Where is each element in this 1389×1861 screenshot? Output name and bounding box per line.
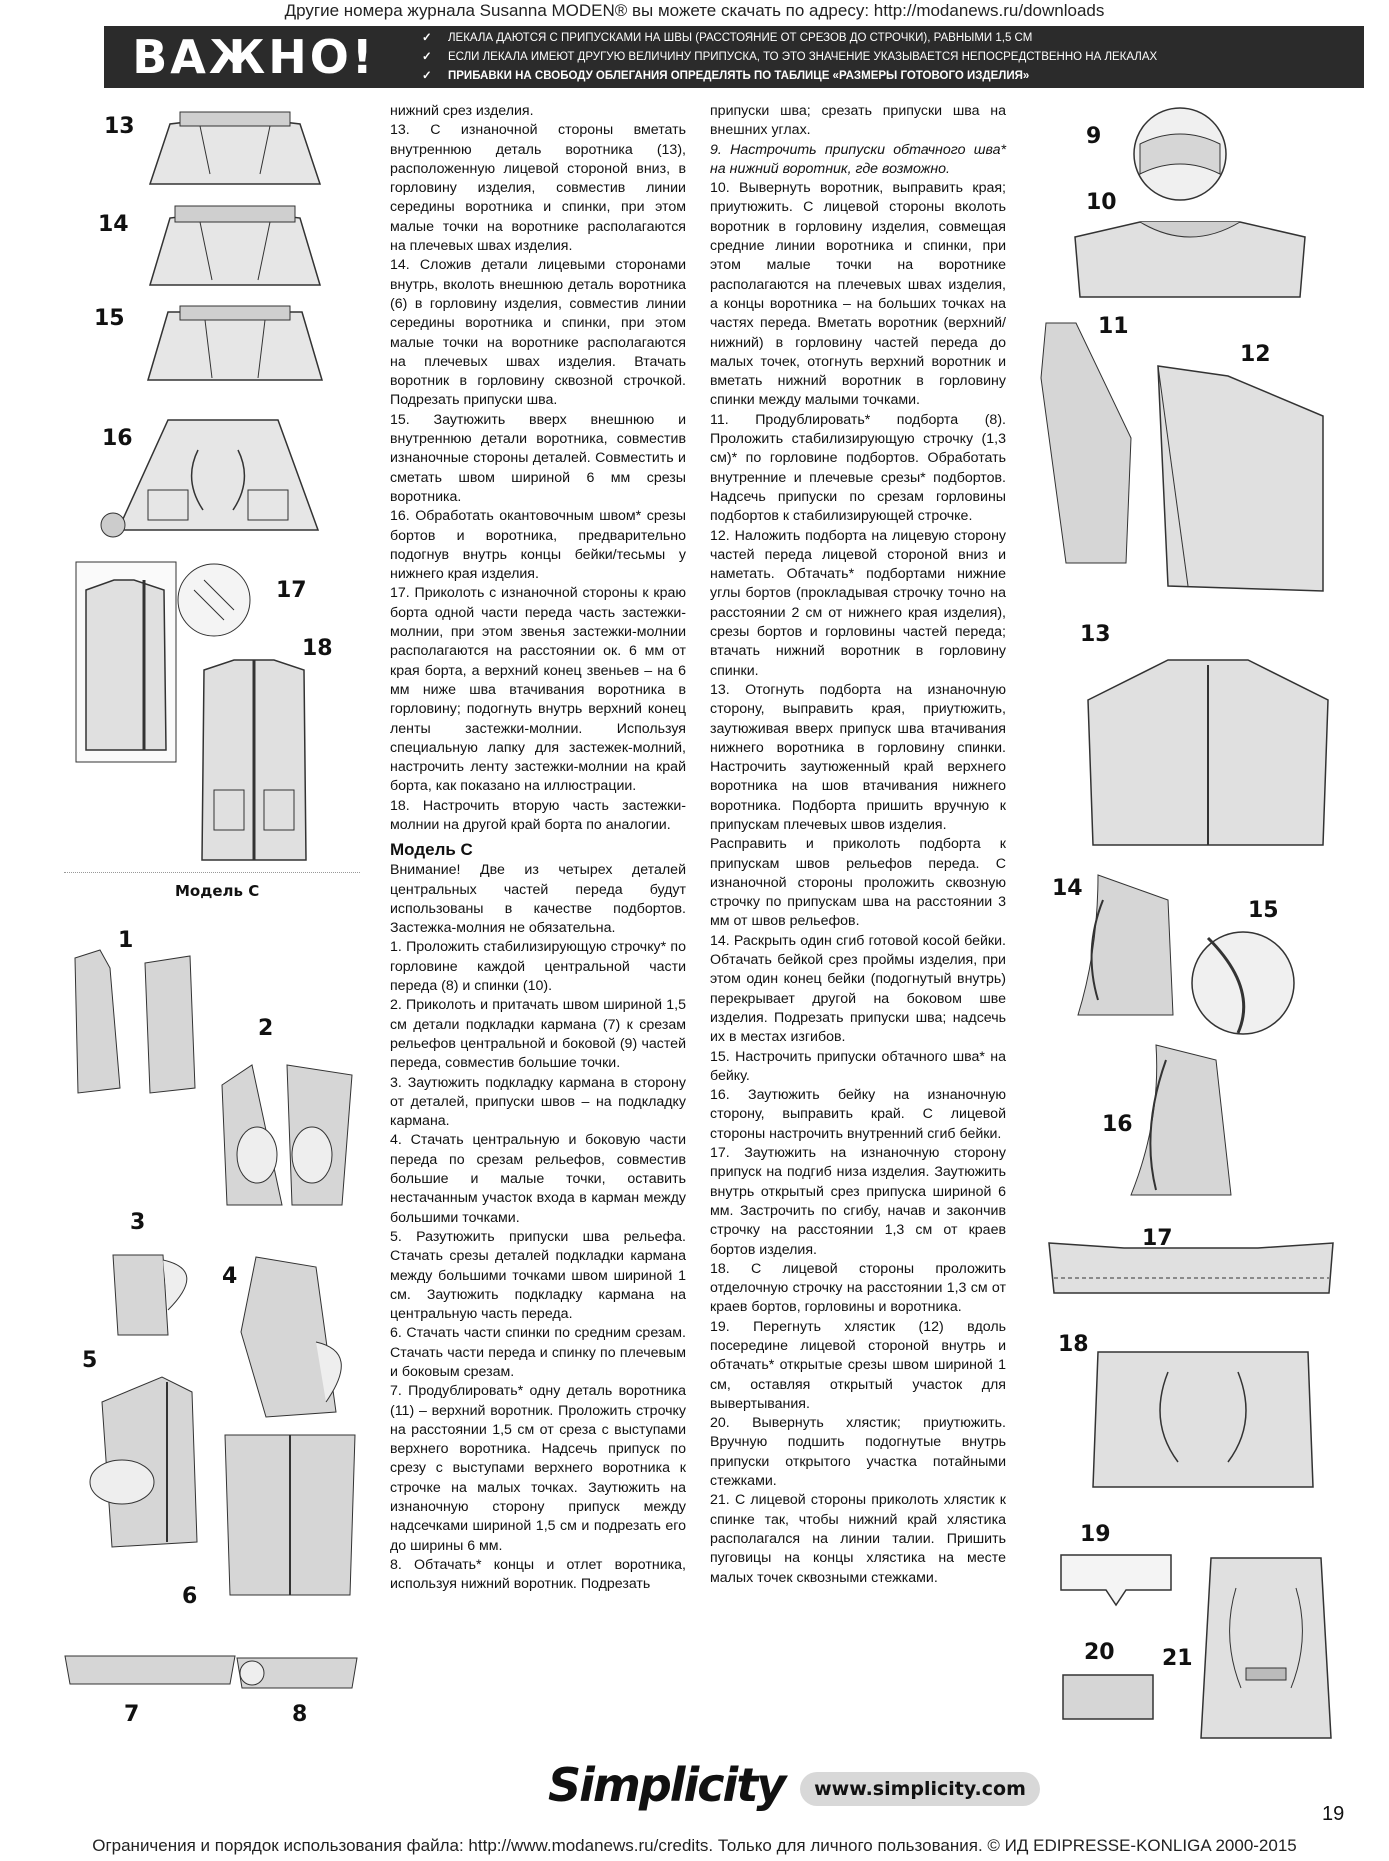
instruction-paragraph: 18. С лицевой стороны проложить отделочную строчку на расстоянии 1,3 см от краев бортов, горловины и воротника. (710, 1260, 1006, 1316)
figure-number: 1 (118, 928, 134, 953)
banner-line-3: ✓ ПРИБАВКИ НА СВОБОДУ ОБЛЕГАНИЯ ОПРЕДЕЛЯТЬ ПО ТАБЛИЦЕ «РАЗМЕРЫ ГОТОВОГО ИЗДЕЛИЯ» (422, 67, 1364, 86)
collar-step-9-diagram (1130, 104, 1230, 204)
zipper-steps-17-18-diagram (74, 560, 344, 880)
instruction-paragraph: 15. Настрочить припуски обтачного шва* на бейку. (710, 1048, 1006, 1084)
important-banner (104, 26, 1364, 88)
instruction-paragraph: нижний срез изделия. (390, 103, 534, 119)
figure-number: 18 (1058, 1332, 1089, 1357)
figure-number: 7 (124, 1702, 140, 1727)
figure-number: 14 (98, 212, 129, 237)
check-icon: ✓ (422, 31, 432, 44)
instruction-paragraph: 8. Обтачать* концы и отлет воротника, используя нижний воротник. Подрезать (390, 1556, 686, 1593)
instruction-paragraph: 16. Заутюжить бейку на изнаночную сторону, выправить край. С лицевой стороны настрочить внутренний сгиб бейки. (710, 1087, 1006, 1142)
pattern-step-8-diagram (232, 1648, 362, 1698)
instruction-paragraph: 12. Наложить подборта на лицевую сторону частей переда лицевой стороной вниз и наметать. Обтачать* подбортами нижние углы бортов (прокладывая строчку точно на расстоянии 2 см от нижнего края изделия), срезы бортов и горловины частей переда; втачать нижний воротник в горловину спинки. (710, 527, 1006, 679)
instruction-paragraph: 2. Приколоть и притачать швом шириной 1,5 см детали подкладки кармана (7) к срезам рельефов центральной и боковой (9) частей переда, совместив большие точки. (390, 997, 686, 1072)
instructions-column-1 (390, 102, 686, 1752)
model-c-label: Модель C (175, 882, 260, 900)
instruction-paragraph: 3. Заутюжить подкладку кармана в сторону от деталей, припуски швов – на подкладку кармана. (390, 1074, 686, 1130)
figure-number: 20 (1084, 1640, 1115, 1665)
armhole-step-14-diagram (1058, 870, 1178, 1020)
instruction-paragraph: 19. Перегнуть хлястик (12) вдоль посередине лицевой стороной внутрь и обтачать* открытые срезы швом шириной 1 см, оставляя открытый участок для вывертывания. (710, 1318, 1006, 1412)
figure-number: 9 (1086, 124, 1102, 149)
figure-number: 10 (1086, 190, 1117, 215)
check-icon: ✓ (422, 69, 432, 82)
instruction-paragraph: Расправить и приколоть подборта к припускам швов рельефов переда. С изнаночной стороны проложить сквозную строчку по припускам шва на расстоянии 3 мм от швов рельефов. (710, 836, 1006, 930)
hem-step-17-diagram (1044, 1218, 1338, 1308)
section-divider (64, 872, 360, 873)
instruction-paragraph: 17. Приколоть с изнаночной стороны к краю борта одной части переда часть застежки-молнии, при этом звенья застежки-молнии располагаются на расстоянии ок. 6 мм от края борта, а верхний конец звеньев – на 6 мм ниже шва втачивания воротника в горловину; подогнуть внутрь верхний конец ленты застежки-молнии. Используя специальную лапку для застежек-молний, настрочить ленту застежки-молнии на край борта, как показано на иллюстрации. (390, 585, 686, 795)
instruction-paragraph: 7. Продублировать* одну деталь воротника (11) – верхний воротник. Проложить строчку на расстоянии 1,5 см от среза с выступами верхнего воротника. Надсечь припуск по срезу с выступами верхнего воротника к строчке на малых точках. Заутюжить на изнаночную сторону припуск между надсечками шириной 1,5 см и подрезать его до ширины 6 мм. (390, 1383, 686, 1554)
figure-number: 13 (104, 114, 135, 139)
collar-step-14-diagram (140, 200, 330, 290)
figure-number: 15 (1248, 898, 1279, 923)
armhole-step-16-diagram (1126, 1040, 1236, 1200)
page-number: 19 (1322, 1803, 1345, 1825)
figure-number: 12 (1240, 342, 1271, 367)
instruction-paragraph: 9. Настрочить припуски обтачного шва* на нижний воротник, где возможно. (710, 141, 1006, 177)
pattern-step-7-diagram (60, 1648, 240, 1692)
banner-title: ВАЖНО! (132, 30, 376, 84)
instruction-paragraph: 15. Заутюжить вверх внешнюю и внутреннюю детали воротника, совместив изнаночные стороны деталей. Совместить и сметать швом шириной 6 мм срезы воротника. (390, 411, 686, 505)
pattern-step-2-diagram (212, 1055, 362, 1215)
simplicity-logo: Simplicity (548, 1758, 785, 1812)
instruction-paragraph: 1. Проложить стабилизирующую строчку* по горловине каждой центральной части переда (8) и спинки (10). (390, 939, 686, 995)
instructions-column-2 (710, 102, 1006, 1752)
armhole-step-15-diagram (1188, 928, 1298, 1038)
pattern-step-5-diagram (82, 1372, 202, 1552)
tab-step-20-diagram (1060, 1672, 1156, 1722)
figure-number: 19 (1080, 1522, 1111, 1547)
instruction-paragraph: 16. Обработать окантовочным швом* срезы бортов и воротника, предварительно подогнув внутрь концы бейки/тесьмы у нижнего края изделия. (390, 508, 686, 583)
instruction-paragraph: Внимание! Две из четырех деталей центральных частей переда будут использованы в качестве подбортов. Застежка-молния не обязательна. (390, 862, 686, 937)
pattern-step-1-diagram (70, 948, 200, 1098)
facing-step-11-diagram (1036, 318, 1136, 568)
instruction-paragraph: 20. Вывернуть хлястик; приутюжить. Вручную подшить подогнутые внутрь припуски открытого участка потайными стежками. (710, 1415, 1006, 1490)
front-step-12-diagram (1128, 356, 1328, 596)
instruction-paragraph: 18. Настрочить вторую часть застежки-молнии на другой край борта по аналогии. (390, 797, 686, 833)
figure-number: 11 (1098, 314, 1129, 339)
collar-step-15-diagram (140, 300, 330, 390)
front-step-18-diagram (1088, 1342, 1318, 1492)
pattern-step-6-diagram (220, 1425, 360, 1605)
figure-number: 3 (130, 1210, 146, 1235)
figure-number: 13 (1080, 622, 1111, 647)
figure-number: 14 (1052, 876, 1083, 901)
instruction-paragraph: 21. С лицевой стороны приколоть хлястик к спинке так, чтобы нижний край хлястика располагался на линии талии. Пришить пуговицы на концы хлястика на месте малых точек сквозными стежками. (710, 1492, 1006, 1586)
instruction-paragraph: 6. Стачать части спинки по средним срезам. Стачать части переда и спинку по плечевым и боковым срезам. (390, 1325, 686, 1380)
figure-number: 2 (258, 1016, 274, 1041)
pattern-step-3-diagram (108, 1250, 218, 1340)
instruction-paragraph: 14. Раскрыть один сгиб готовой косой бейки. Обтачать бейкой срез проймы изделия, при этом один конец бейки (подогнутый внутрь) перекрывает другой на боковом шве изделия. Подрезать припуски шва; надсечь их в местах изгибов. (710, 932, 1006, 1046)
figure-number: 8 (292, 1702, 308, 1727)
instruction-paragraph: 11. Продублировать* подборта (8). Проложить стабилизирующую строчку (1,3 см)* по горловине подбортов. Обработать внутренние и плечевые срезы* подбортов. Надсечь припуски по срезам горловины подбортов к стабилизирующей строчке. (710, 411, 1006, 525)
figure-number: 21 (1162, 1646, 1193, 1671)
figure-number: 16 (1102, 1112, 1133, 1137)
pattern-step-4-diagram (236, 1252, 362, 1422)
banner-line-1: ✓ ЛЕКАЛА ДАЮТСЯ С ПРИПУСКАМИ НА ШВЫ (РАССТОЯНИЕ ОТ СРЕЗОВ ДО СТРОЧКИ), РАВНЫМИ 1,5 СМ (422, 29, 1364, 48)
instruction-paragraph: 14. Сложив детали лицевыми сторонами внутрь, вколоть внешнюю деталь воротника (6) в горловину изделия, совместив линии середины воротника и спинки, при этом малые точки на воротнике располагаются на плечевых швах изделия. Втачать воротник в горловину сквозной строчкой. Подрезать припуски шва. (390, 257, 686, 409)
jacket-step-13-diagram (1078, 650, 1338, 850)
instruction-paragraph: припуски шва; срезать припуски шва на внешних углах. (710, 103, 1006, 139)
figure-number: 4 (222, 1264, 238, 1289)
figure-number: 15 (94, 306, 125, 331)
figure-number: 17 (1142, 1226, 1173, 1251)
back-step-21-diagram (1196, 1548, 1336, 1748)
collar-step-10-diagram (1070, 212, 1310, 302)
model-c-heading: Модель C (390, 840, 473, 860)
copyright-note: Ограничения и порядок использования файла: http://www.modanews.ru/credits. Только для личного пользования. © ИД EDIPRESSE-KONLIGA 2000-2015 (92, 1836, 1297, 1855)
figure-number: 5 (82, 1348, 98, 1373)
banner-lines (404, 29, 1364, 86)
simplicity-url[interactable]: www.simplicity.com (800, 1772, 1040, 1806)
instruction-paragraph: 17. Заутюжить на изнаночную сторону припуск на подгиб низа изделия. Заутюжить внутрь открытый срез припуска шириной 6 мм. Застрочить по сгибу, начав и закончив строчку на расстоянии 1,3 см от краев бортов изделия. (710, 1145, 1006, 1258)
instruction-paragraph: 13. С изнаночной стороны вметать внутреннюю деталь воротника (13), расположенную лицевой стороной вниз, в горловину изделия, совместив линии середины воротника и спинки, при этом малые точки на воротнике располагаются на плечевых швах изделия. (390, 122, 686, 255)
figure-number: 16 (102, 426, 133, 451)
instruction-paragraph: 4. Стачать центральную и боковую части переда по срезам рельефов, совместив большие и малые точки, оставить нестачанным участок входа в карман между большими точками. (390, 1132, 686, 1226)
figure-number: 18 (302, 636, 333, 661)
figure-number: 6 (182, 1584, 198, 1609)
instruction-paragraph: 5. Разутюжить припуски шва рельефа. Стачать срезы деталей подкладки кармана между большими точками швом шириной 1 см. Заутюжить подкладку кармана на центральную часть переда. (390, 1228, 686, 1323)
collar-step-13-diagram (140, 104, 330, 194)
tab-step-19-diagram (1056, 1550, 1180, 1610)
banner-line-2: ✓ ЕСЛИ ЛЕКАЛА ИМЕЮТ ДРУГУЮ ВЕЛИЧИНУ ПРИПУСКА, ТО ЭТО ЗНАЧЕНИЕ УКАЗЫВАЕТСЯ НЕПОСРЕДСТВЕННО НА ЛЕКАЛАХ (422, 48, 1364, 67)
instruction-paragraph: 13. Отогнуть подборта на изнаночную сторону, выправить края, приутюжить, заутюживая вверх припуск шва втачивания нижнего воротника в горловину спинки. Настрочить заутюженный край верхнего воротника на шов втачивания нижнего воротника. Подборта пришить вручную к припускам плечевых швов изделия. (710, 681, 1006, 833)
instruction-paragraph: 10. Вывернуть воротник, выправить края; приутюжить. С лицевой стороны вколоть воротник в горловину изделия, совмещая средние линии воротника и спинки, при этом малые точки на воротнике располагаются на плечевых швах изделия, а концы воротника – на больших точках на частях переда. Вметать воротник (верхний/нижний) в горловину частей переда до малых точек, отогнуть верхний воротник и вметать нижний воротник в горловину спинки между малыми точками. (710, 180, 1006, 409)
binding-step-16-diagram (88, 410, 348, 540)
check-icon: ✓ (422, 50, 432, 63)
figure-number: 17 (276, 578, 307, 603)
download-note: Другие номера журнала Susanna MODEN® вы можете скачать по адресу: http://modanews.ru/downloads (284, 1, 1105, 20)
